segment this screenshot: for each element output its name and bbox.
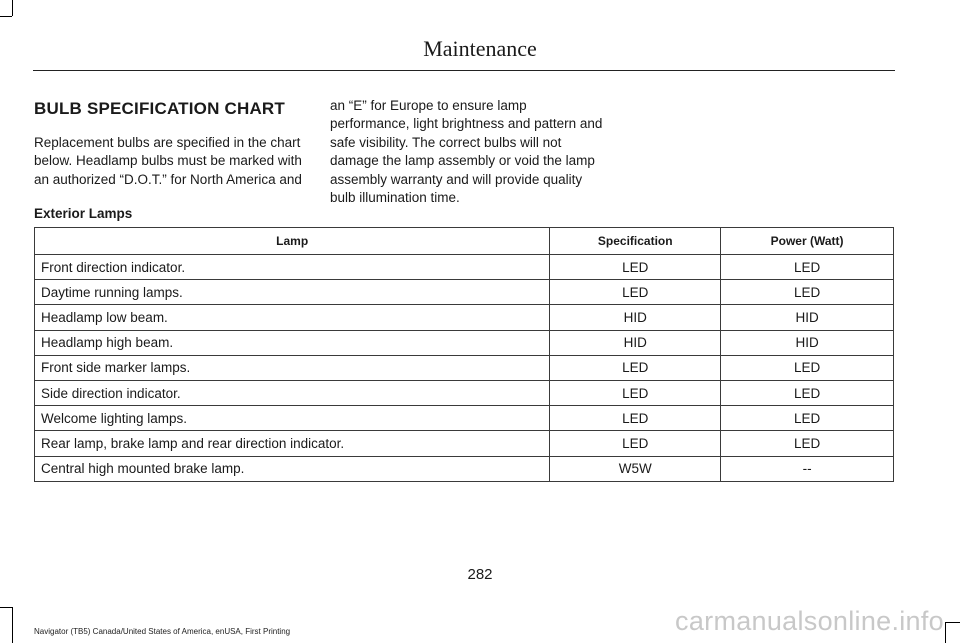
column-header-lamp: Lamp [35, 228, 550, 255]
cell-specification: HID [550, 305, 721, 330]
crop-mark-bottom-right-horizontal [945, 622, 960, 623]
cell-lamp: Headlamp high beam. [35, 330, 550, 355]
intro-paragraph-left: Replacement bulbs are specified in the chart below. Headlamp bulbs must be marked with an authorized “D.O.T.” for North America and [34, 135, 302, 187]
table-row [35, 456, 894, 481]
cell-specification: LED [550, 431, 721, 456]
cell-lamp: Central high mounted brake lamp. [35, 456, 550, 481]
column-header-power: Power (Watt) [721, 228, 894, 255]
cell-lamp: Side direction indicator. [35, 380, 550, 405]
cell-specification: HID [550, 330, 721, 355]
cell-specification: LED [550, 255, 721, 280]
cell-power: -- [721, 456, 894, 481]
table-row [35, 431, 894, 456]
cell-power: HID [721, 330, 894, 355]
cell-lamp: Front direction indicator. [35, 255, 550, 280]
cell-power: HID [721, 305, 894, 330]
cell-power: LED [721, 255, 894, 280]
section-heading: BULB SPECIFICATION CHART [34, 99, 285, 118]
publication-footer: Navigator (TB5) Canada/United States of America, enUSA, First Printing [34, 627, 291, 636]
cell-lamp: Rear lamp, brake lamp and rear direction indicator. [35, 431, 550, 456]
table-row [35, 355, 894, 380]
cell-lamp: Front side marker lamps. [35, 355, 550, 380]
cell-power: LED [721, 406, 894, 431]
table-row [35, 280, 894, 305]
crop-mark-bottom-left-vertical [12, 607, 13, 643]
cell-lamp: Daytime running lamps. [35, 280, 550, 305]
table-row [35, 255, 894, 280]
cell-lamp: Welcome lighting lamps. [35, 406, 550, 431]
crop-mark-bottom-right-vertical [945, 622, 946, 643]
table-caption: Exterior Lamps [34, 206, 133, 221]
table-row [35, 406, 894, 431]
bulb-spec-table [34, 227, 894, 482]
column-header-specification: Specification [550, 228, 721, 255]
cell-power: LED [721, 431, 894, 456]
table-row [35, 330, 894, 355]
crop-mark-bottom-left-horizontal [0, 607, 12, 608]
cell-lamp: Headlamp low beam. [35, 305, 550, 330]
page-number: 282 [467, 566, 493, 583]
watermark: carmanualsonline.info [675, 606, 944, 636]
cell-power: LED [721, 380, 894, 405]
intro-paragraph-right: an “E” for Europe to ensure lamp performance, light brightness and pattern and safe visibility. The correct bulbs will not damage the lamp assembly or void the lamp assembly warranty and will provide quality bulb illumination time. [330, 98, 603, 206]
crop-mark-top-left-horizontal [0, 16, 12, 17]
page-header-title: Maintenance [423, 36, 537, 61]
cell-power: LED [721, 355, 894, 380]
table-row [35, 380, 894, 405]
cell-specification: W5W [550, 456, 721, 481]
crop-mark-top-left-vertical [12, 0, 13, 16]
cell-specification: LED [550, 280, 721, 305]
table-row [35, 305, 894, 330]
cell-specification: LED [550, 380, 721, 405]
cell-specification: LED [550, 406, 721, 431]
header-divider [33, 70, 895, 71]
cell-power: LED [721, 280, 894, 305]
table-header-row [35, 228, 894, 255]
cell-specification: LED [550, 355, 721, 380]
